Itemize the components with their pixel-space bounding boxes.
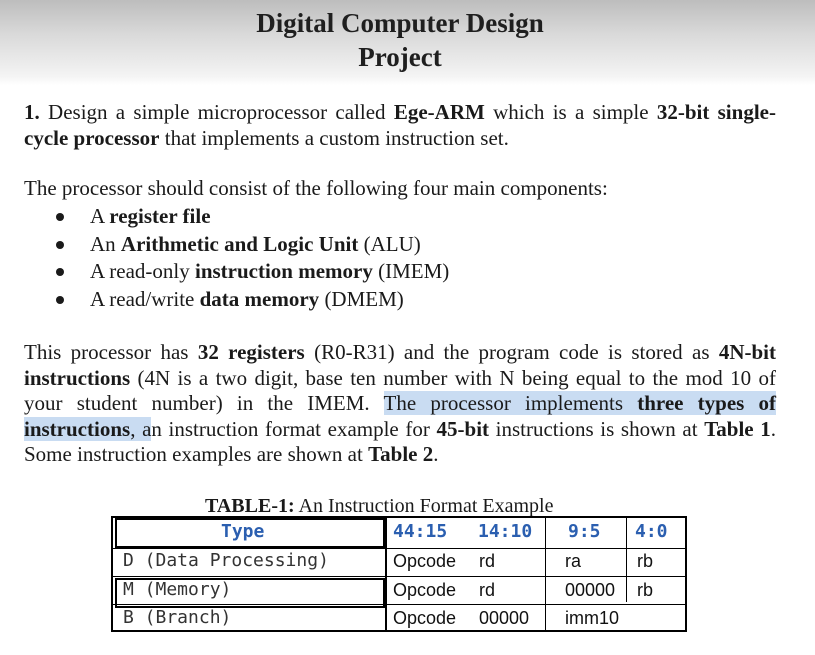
cell-zeros: 00000 <box>565 580 616 600</box>
cell-rb: rb <box>637 580 654 600</box>
bold-span: three types of instructions <box>24 391 777 441</box>
text-span: (4N is a two digit, base ten number with N being equal to the mod 10 of your student number) in the IMEM. <box>24 365 776 415</box>
header-bits-44-15: 44:15 <box>393 521 448 542</box>
processor-type: 32-bit single-cycle processor <box>24 100 776 150</box>
instruction-format-table <box>111 516 687 632</box>
column-divider <box>385 518 387 632</box>
paragraph-components-intro: The processor should consist of the following four main components: <box>24 176 608 200</box>
text-span: (DMEM) <box>319 286 404 311</box>
component-name: register file <box>109 204 211 228</box>
column-divider <box>626 518 627 602</box>
header-type: Type <box>221 521 265 542</box>
bullet-icon <box>56 241 64 249</box>
component-name: Arithmetic and Logic Unit <box>120 231 359 256</box>
text-span: A read-only <box>90 259 195 283</box>
text-span: An <box>90 231 121 256</box>
bullet-icon <box>56 268 64 276</box>
bold-span: 4N-bit instructions <box>24 340 776 390</box>
row-type-data-processing: D (Data Processing) <box>123 550 329 571</box>
list-item <box>56 203 449 231</box>
title-line-2: Project <box>358 42 442 72</box>
row-type-memory: M (Memory) <box>123 579 232 600</box>
cell-rd: rd <box>479 551 496 571</box>
document-title <box>0 6 800 74</box>
bullet-icon <box>56 296 64 304</box>
processor-name: Ege-ARM <box>393 100 485 124</box>
text-span: (ALU) <box>358 231 421 256</box>
cell-opcode: Opcode <box>393 580 457 600</box>
cell-ra: ra <box>565 551 582 571</box>
components-list <box>56 203 449 313</box>
cell-opcode: Opcode <box>393 608 457 628</box>
caption-text: An Instruction Format Example <box>294 495 554 517</box>
text-span: Design a simple microprocessor called <box>39 100 394 124</box>
text-span: A read/write <box>90 286 200 311</box>
row-type-branch: B (Branch) <box>123 607 232 628</box>
list-item <box>56 286 449 314</box>
paragraph-processor-description[interactable] <box>24 340 776 468</box>
item-number: 1. <box>24 100 40 124</box>
text-span: A <box>90 204 110 228</box>
paragraph-design-task <box>24 100 776 151</box>
text-span: , a <box>130 416 152 441</box>
text-span: which is a simple <box>484 100 657 124</box>
cell-opcode: Opcode <box>393 551 457 571</box>
cell-imm10: imm10 <box>565 608 620 628</box>
component-name: instruction memory <box>194 259 373 283</box>
header-bits-9-5: 9:5 <box>568 521 601 542</box>
header-bits-4-0: 4:0 <box>635 521 668 542</box>
title-line-1: Digital Computer Design <box>256 8 544 38</box>
column-divider <box>545 518 546 632</box>
bullet-icon <box>56 213 64 221</box>
table-caption <box>205 495 554 518</box>
text-span: n instruction format example for <box>151 416 437 441</box>
bold-span: Table 1 <box>704 416 771 441</box>
list-item <box>56 231 449 259</box>
header-bits-14-10: 14:10 <box>478 521 533 542</box>
text-span: that implements a custom instruction set. <box>159 125 509 150</box>
text-span: (IMEM) <box>372 259 450 283</box>
caption-label: TABLE-1: <box>205 495 295 517</box>
text-span: This processor has <box>24 340 198 364</box>
bold-span: 45-bit <box>436 416 490 441</box>
component-name: data memory <box>199 286 320 311</box>
list-item <box>56 258 449 286</box>
cell-zeros: 00000 <box>479 608 530 628</box>
cell-rd: rd <box>479 580 496 600</box>
text-span: instructions is shown at <box>489 416 705 441</box>
text-span: . Some instruction examples are shown at <box>24 416 777 466</box>
text-span: The processor implements <box>383 391 638 415</box>
text-span: . <box>433 442 439 466</box>
bold-span: Table 2 <box>368 442 434 466</box>
text-span: (R0-R31) and the program code is stored as <box>304 340 719 364</box>
bold-span: 32 registers <box>197 340 305 364</box>
cell-rb: rb <box>637 551 654 571</box>
